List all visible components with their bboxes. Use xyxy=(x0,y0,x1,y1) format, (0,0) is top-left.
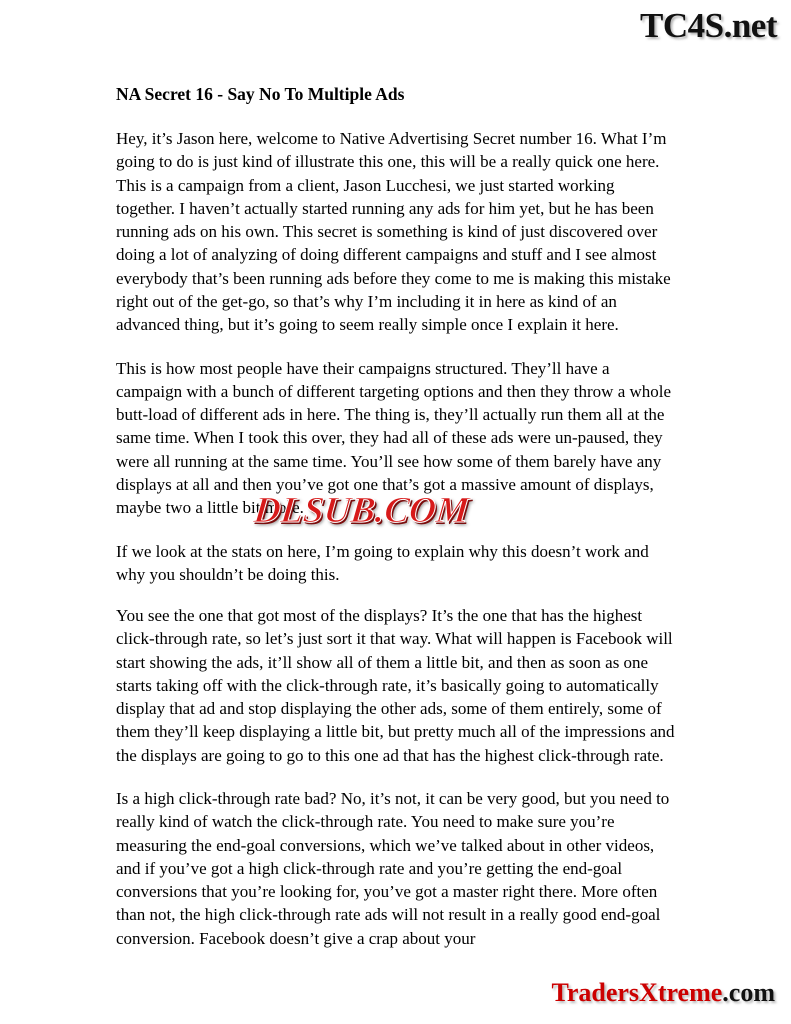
bottom-watermark-name: TradersXtreme xyxy=(551,978,723,1007)
paragraph-1: Hey, it’s Jason here, welcome to Native Advertising Secret number 16. What I’m going to do is just kind of illustrate this one, this will be a really quick one here. This is a campaign from a client, Jason Lucchesi, we just started working together. I haven’t actually started running any ads for him yet, but he has been running ads on his own. This secret is something is kind of just discovered over doing a lot of analyzing of doing different campaigns and stuff and I see almost everybody that’s been running ads before they come to me is making this mistake right out of the get-go, so that’s why I’m including it in here as kind of an advanced thing, but it’s going to seem really simple once I explain it here. xyxy=(116,129,671,335)
paragraph-2: This is how most people have their campaigns structured. They’ll have a campaign with a bunch of different targeting options and then they throw a whole butt-load of different ads in here. The thing is, they’ll actually run them all at the same time. When I took this over, they had all of these ads were un-paused, they were all running at the same time. You’ll see how some of them barely have any displays at all and then you’ve got one that’s got a massive amount of displays, maybe two a little bit more. xyxy=(116,358,672,518)
page-title: NA Secret 16 - Say No To Multiple Ads xyxy=(116,84,405,104)
paragraph-5: Is a high click-through rate bad? No, it’s not, it can be very good, but you need to really kind of watch the click-through rate. You need to make sure you’re measuring the end-goal conversions, which we’ve talked about in other videos, and if you’ve got a high click-through rate and you’re getting the end-goal conversions that you’re looking for, you’ve got a master right there. More often than not, the high click-through rate ads will not result in a really good end-goal conversion. Facebook doesn’t give a crap about your xyxy=(116,789,670,948)
top-right-watermark: TC4S.net xyxy=(640,6,777,45)
paragraph-3: If we look at the stats on here, I’m going to explain why this doesn’t work and why you shouldn’t be doing this. xyxy=(116,541,649,584)
center-watermark: DLSUB.COM xyxy=(251,490,472,531)
paragraph-4: You see the one that got most of the displays? It’s the one that has the highest click-through rate, so let’s just sort it that way. What will happen is Facebook will start showing the ads, it’ll show all of them a little bit, and then as soon as one starts taking off with the click-through rate, it’s basically going to automatically display that ad and stop displaying the other ads, some of them entirely, some of them they’ll keep displaying a little bit, but pretty much all of the impressions and the displays are going to go to this one ad that has the highest click-through rate. xyxy=(116,606,675,765)
bottom-right-watermark xyxy=(551,978,775,1008)
bottom-watermark-tld: .com xyxy=(722,978,775,1007)
